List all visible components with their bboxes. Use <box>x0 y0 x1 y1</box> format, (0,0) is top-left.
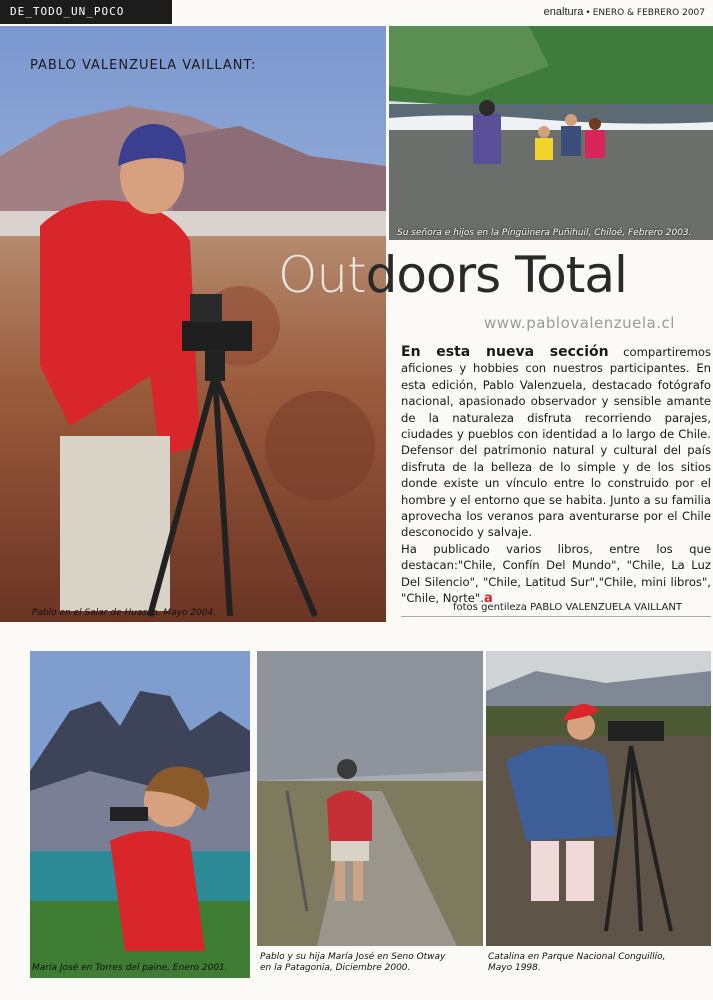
byline-name: PABLO VALENZUELA VAILLANT: <box>30 58 257 73</box>
torres-photo <box>30 651 250 978</box>
section-tab: DE_TODO_UN_POCO <box>0 0 172 24</box>
main-photo-caption: Pablo en el Salar de Huasco, Mayo 2004. <box>32 608 217 618</box>
title-light-part: Out <box>278 246 366 304</box>
paragraph-1 <box>401 344 711 541</box>
issue-date: ENERO & FEBRERO 2007 <box>592 8 705 18</box>
website-link[interactable]: www.pablovalenzuela.cl <box>484 314 675 332</box>
otway-photo <box>257 651 483 946</box>
credit-name: PABLO VALENZUELA VAILLANT <box>530 602 682 613</box>
otway-caption-line-2: en la Patagonia, Diciembre 2000. <box>260 963 411 973</box>
end-mark: a <box>483 591 493 607</box>
lead-words: En esta nueva sección <box>401 344 609 360</box>
photo-credit <box>453 602 682 613</box>
paragraph-2-text: Ha publicado varios libros, entre los que destacan:"Chile, Confín Del Mundo", "Chile, La Luz Del Silencio", "Chile, Latitud Sur","Chile, mini libros", "Chile, Norte". <box>401 541 711 606</box>
conguillio-photo <box>486 651 711 946</box>
article-body <box>401 344 711 608</box>
paragraph-1-text: compartiremos aficiones y hobbies con nuestros participantes. En esta edición, Pablo Valenzuela, destacado fotógrafo nacional, apasionado observador y sensible amante de la naturaleza disfruta recorriendo parajes, ciudades y pueblos con identidad a lo largo de Chile. Defensor del patrimonio natural y cultural del país disfruta de la belleza de lo simple y de los sitios donde existe un vínculo entre lo construido por el hombre y el entorno que se habita. Junto a su familia aprovecha los veranos para aventurarse por el Chile desconocido y salvaje. <box>401 345 711 540</box>
torres-photo-caption: María José en Torres del paine, Enero 2001. <box>32 963 228 973</box>
conguillio-caption-line-2: Mayo 1998. <box>488 963 541 973</box>
main-photo <box>0 26 386 622</box>
title-dark-part: doors Total <box>365 246 627 304</box>
otway-caption-line-1: Pablo y su hija María José en Seno Otway <box>260 952 446 962</box>
otway-photo-caption <box>260 952 445 974</box>
beach-photo-caption: Su señora e hijos en la Pingüinera Puñihuil, Chiloé, Febrero 2003. <box>397 228 692 238</box>
conguillio-caption-line-1: Catalina en Parque Nacional Conguillío, <box>488 952 666 962</box>
paragraph-2 <box>401 541 711 608</box>
conguillio-photo-caption <box>488 952 666 974</box>
beach-photo <box>389 26 713 240</box>
magazine-brand: enaltura <box>543 6 584 18</box>
magazine-header: enaltura • ENERO & FEBRERO 2007 <box>543 6 705 18</box>
article-title <box>278 246 627 304</box>
credit-prefix: fotos gentileza <box>453 602 527 613</box>
credit-divider <box>401 616 711 617</box>
